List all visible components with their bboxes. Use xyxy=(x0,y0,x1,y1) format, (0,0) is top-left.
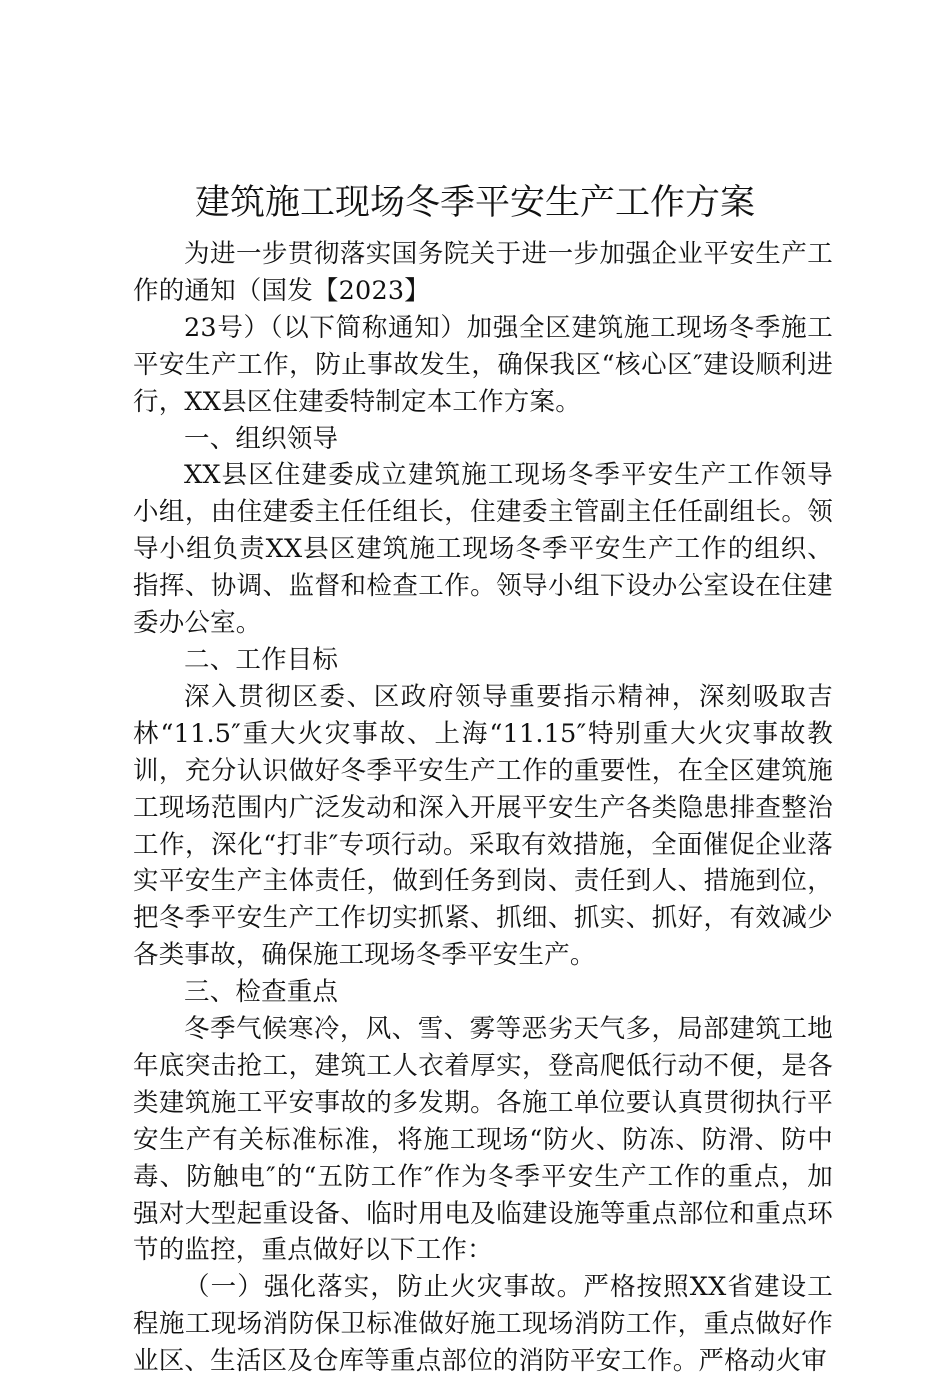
section-heading-goals: 二、工作目标 xyxy=(184,644,339,675)
document-body xyxy=(133,236,833,1380)
paragraph-item-1: （一）强化落实，防止火灾事故。严格按照XX省建设工程施工现场消防保卫标准做好施工现场消防工作，重点做好作业区、生活区及仓库等重点部位的消防平安工作。严格动火审 xyxy=(133,1272,833,1377)
paragraph-intro-2: 23号）（以下简称通知）加强全区建筑施工现场冬季施工平安生产工作，防止事故发生，确保我区“核心区″建设顺利进行，XX县区住建委特制定本工作方案。 xyxy=(133,312,833,417)
paragraph-intro-1: 为进一步贯彻落实国务院关于进一步加强企业平安生产工作的通知（国发【2023】 xyxy=(133,239,833,306)
paragraph-inspection: 冬季气候寒冷，风、雪、雾等恶劣天气多，局部建筑工地年底突击抢工，建筑工人衣着厚实，登高爬低行动不便，是各类建筑施工平安事故的多发期。各施工单位要认真贯彻执行平安生产有关标准标准，将施工现场“防火、防冻、防滑、防中毒、防触电″的“五防工作″作为冬季平安生产工作的重点，加强对大型起重设备、临时用电及临建设施等重点部位和重点环节的监控，重点做好以下工作： xyxy=(133,1014,833,1266)
paragraph-organization: XX县区住建委成立建筑施工现场冬季平安生产工作领导小组，由住建委主任任组长，住建委主管副主任任副组长。领导小组负责XX县区建筑施工现场冬季平安生产工作的组织、指挥、协调、监督和检查工作。领导小组下设办公室设在住建委办公室。 xyxy=(133,460,833,639)
paragraph-goals: 深入贯彻区委、区政府领导重要指示精神，深刻吸取吉林“11.5″重大火灾事故、上海“11.15″特别重大火灾事故教训，充分认识做好冬季平安生产工作的重要性，在全区建筑施工现场范围内广泛发动和深入开展平安生产各类隐患排查整治工作，深化“打非″专项行动。采取有效措施，全面催促企业落实平安生产主体责任，做到任务到岗、责任到人、措施到位，把冬季平安生产工作切实抓紧、抓细、抓实、抓好，有效减少各类事故，确保施工现场冬季平安生产。 xyxy=(133,681,833,971)
document-title: 建筑施工现场冬季平安生产工作方案 xyxy=(194,183,755,223)
section-heading-organization: 一、组织领导 xyxy=(184,423,339,454)
section-heading-inspection: 三、检查重点 xyxy=(184,977,339,1008)
